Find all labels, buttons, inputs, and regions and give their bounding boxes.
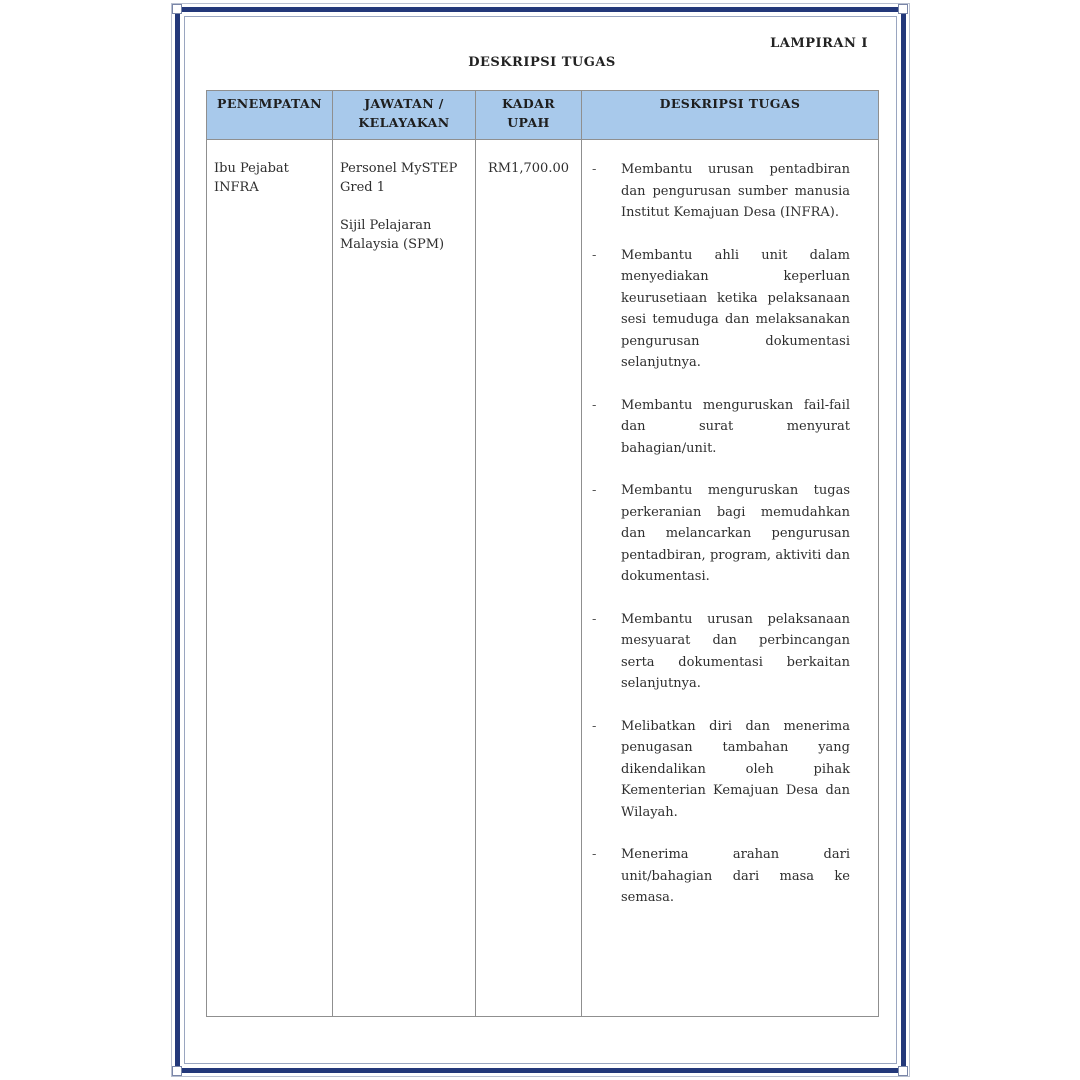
list-item: - Membantu urusan pentadbiran dan pengurusan sumber manusia Institut Kemajuan Desa (INFRA).: [592, 159, 850, 224]
list-item: - Membantu menguruskan fail-fail dan surat menyurat bahagian/unit.: [592, 395, 850, 460]
document-title: DESKRIPSI TUGAS: [468, 55, 616, 70]
cell-penempatan: Ibu Pejabat INFRA: [207, 140, 333, 1017]
list-item: - Membantu ahli unit dalam menyediakan keperluan keurusetiaan ketika pelaksanaan sesi temuduga dan melaksanakan pengurusan dokumentasi selanjutnya.: [592, 245, 850, 374]
column-header-penempatan: PENEMPATAN: [207, 91, 333, 140]
cell-deskripsi-tugas: [582, 140, 879, 1017]
cell-jawatan-kelayakan: Personel MySTEP Gred 1 Sijil Pelajaran Malaysia (SPM): [333, 140, 476, 1017]
appendix-label: LAMPIRAN I: [770, 36, 868, 51]
dash-bullet: -: [592, 611, 597, 627]
jawatan: Personel MySTEP: [340, 161, 458, 176]
dash-bullet: -: [592, 847, 597, 862]
job-description-table: [206, 90, 879, 1017]
column-header-kadar-upah: KADAR UPAH: [476, 91, 582, 140]
list-item: - Membantu menguruskan tugas perkeranian bagi memudahkan dan melancarkan pengurusan pentadbiran, program, aktiviti dan dokumentasi.: [592, 480, 850, 588]
dash-bullet: -: [592, 397, 597, 413]
table-row: [207, 140, 879, 1017]
border-corner: [898, 4, 908, 14]
list-item: - Menerima arahan dari unit/bahagian dari masa ke semasa.: [592, 844, 850, 909]
cell-kadar-upah: RM1,700.00: [476, 140, 582, 1017]
column-header-jawatan: JAWATAN / KELAYAKAN: [333, 91, 476, 140]
dash-bullet: -: [592, 718, 597, 734]
list-item: - Melibatkan diri dan menerima penugasan tambahan yang dikendalikan oleh pihak Kementerian Kemajuan Desa dan Wilayah.: [592, 716, 850, 824]
border-corner: [172, 4, 182, 14]
border-corner: [172, 1066, 182, 1076]
dash-bullet: -: [592, 162, 597, 177]
kelayakan: Sijil Pelajaran: [340, 218, 432, 233]
dash-bullet: -: [592, 247, 597, 263]
border-corner: [898, 1066, 908, 1076]
list-item: - Membantu urusan pelaksanaan mesyuarat dan perbincangan serta dokumentasi berkaitan selanjutnya.: [592, 609, 850, 695]
duty-list: [592, 159, 850, 909]
table-header-row: [207, 91, 879, 140]
column-header-deskripsi: DESKRIPSI TUGAS: [582, 91, 879, 140]
dash-bullet: -: [592, 483, 597, 498]
